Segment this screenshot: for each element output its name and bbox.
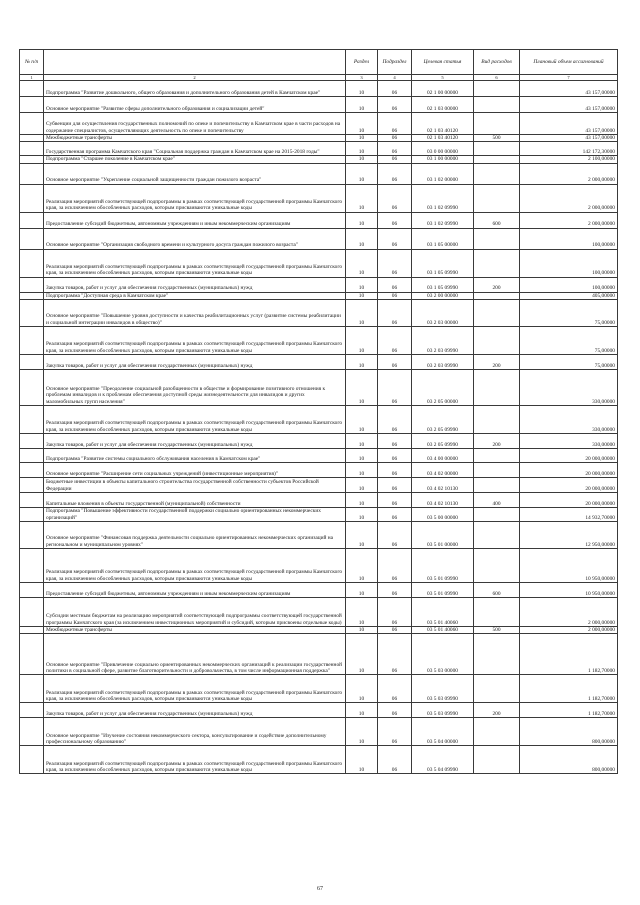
row-vid-cell (474, 326, 520, 354)
header-name (44, 50, 346, 75)
row-podrazdel-cell: 06 (378, 156, 412, 163)
page-number: 67 (317, 886, 323, 892)
row-razdel-cell: 10 (346, 634, 378, 675)
row-razdel-cell: 10 (346, 135, 378, 142)
table-row (20, 163, 618, 184)
row-name-cell: Государственная программа Камчатского края "Социальная поддержка граждан в Камчатском крае на 2015-2018 годы" (44, 142, 346, 156)
row-razdel-cell: 10 (346, 582, 378, 597)
row-number-cell (20, 718, 44, 746)
row-vid-cell: 200 (474, 703, 520, 718)
row-vid-cell (474, 448, 520, 462)
row-amount-cell: 2 000,00000 (520, 184, 618, 212)
header-total: Плановый объем ассигнований (520, 50, 618, 75)
row-vid-cell (474, 718, 520, 746)
row-tselevaya-cell: 03 5 01 09990 (412, 548, 474, 582)
row-name-cell: Основное мероприятие "Привлечение социально ориентированных некоммерческих организаций к реализации государственной политики в социальной сфере, развитие благотворительности и добровольчества, в том числе информационная поддержка" (44, 634, 346, 675)
row-razdel-cell: 10 (346, 163, 378, 184)
row-amount-cell: 330,00000 (520, 369, 618, 405)
table-row (20, 142, 618, 156)
row-tselevaya-cell: 02 1 03 40120 (412, 113, 474, 135)
row-podrazdel-cell: 06 (378, 135, 412, 142)
row-tselevaya-cell: 03 1 02 09990 (412, 184, 474, 212)
table-row (20, 492, 618, 507)
row-number-cell (20, 299, 44, 326)
row-amount-cell: 10 950,00000 (520, 548, 618, 582)
row-name-cell: Реализация мероприятий соответствующей подпрограммы в рамках соответствующей государственной программы Камчатского края, за исключением обособленных расходов, которым присваиваются уникальные коды (44, 326, 346, 354)
table-row (20, 369, 618, 405)
row-name-cell: Подпрограмма "Развитие системы социального обслуживания населения в Камчатском крае" (44, 448, 346, 462)
row-tselevaya-cell: 03 5 04 09990 (412, 746, 474, 774)
row-tselevaya-cell: 03 2 05 09990 (412, 405, 474, 433)
row-number-cell (20, 597, 44, 626)
row-razdel-cell: 10 (346, 597, 378, 626)
row-tselevaya-cell: 03 1 00 00000 (412, 156, 474, 163)
row-number-cell (20, 354, 44, 369)
row-tselevaya-cell: 03 2 03 09990 (412, 354, 474, 369)
row-vid-cell (474, 477, 520, 492)
row-name-cell: Субсидии местным бюджетам на реализацию мероприятий соответствующей подпрограммы соответствующей государственной программы Камчатского края (за исключением инвестиционных мероприятий и субсидий, которым присвоены отдельные коды) (44, 597, 346, 626)
row-vid-cell (474, 634, 520, 675)
row-tselevaya-cell: 02 1 03 00000 (412, 97, 474, 113)
row-amount-cell: 43 157,00000 (520, 135, 618, 142)
row-name-cell: Реализация мероприятий соответствующей подпрограммы в рамках соответствующей государственной программы Камчатского края, за исключением обособленных расходов, которым присваиваются уникальные коды (44, 405, 346, 433)
row-podrazdel-cell: 06 (378, 507, 412, 521)
row-tselevaya-cell: 03 4 00 00000 (412, 448, 474, 462)
row-number-cell (20, 228, 44, 249)
row-podrazdel-cell: 06 (378, 703, 412, 718)
row-number-cell (20, 277, 44, 292)
row-razdel-cell: 10 (346, 521, 378, 548)
row-amount-cell: 100,00000 (520, 277, 618, 292)
row-podrazdel-cell: 06 (378, 477, 412, 492)
row-vid-cell (474, 228, 520, 249)
table-row (20, 703, 618, 718)
row-number-cell (20, 462, 44, 477)
row-name-cell: Основное мероприятие "Организация свободного времени и культурного досуга граждан пожилого возраста" (44, 228, 346, 249)
row-amount-cell: 2 100,00000 (520, 156, 618, 163)
row-amount-cell: 2 000,00000 (520, 597, 618, 626)
row-name-cell: Реализация мероприятий соответствующей подпрограммы в рамках соответствующей государственной программы Камчатского края, за исключением обособленных расходов, которым присваиваются уникальные коды (44, 249, 346, 277)
header-razdel: Раздел (346, 50, 378, 75)
row-number-cell (20, 492, 44, 507)
row-tselevaya-cell: 03 1 02 09990 (412, 212, 474, 228)
table-row (20, 746, 618, 774)
row-vid-cell (474, 292, 520, 299)
row-amount-cell: 1 182,70000 (520, 675, 618, 703)
table-row (20, 521, 618, 548)
row-razdel-cell: 10 (346, 477, 378, 492)
row-podrazdel-cell: 06 (378, 326, 412, 354)
row-tselevaya-cell: 03 2 03 00000 (412, 299, 474, 326)
row-vid-cell (474, 462, 520, 477)
row-name-cell: Закупка товаров, работ и услуг для обеспечения государственных (муниципальных) нужд (44, 703, 346, 718)
row-vid-cell (474, 97, 520, 113)
row-amount-cell: 142 172,30000 (520, 142, 618, 156)
row-name-cell: Подпрограмма "Доступная среда в Камчатском крае" (44, 292, 346, 299)
table-row (20, 212, 618, 228)
row-amount-cell: 75,00000 (520, 326, 618, 354)
row-podrazdel-cell: 06 (378, 142, 412, 156)
row-name-cell: Основное мероприятие "Расширение сети социальных учреждений (инвестиционные мероприятия)" (44, 462, 346, 477)
budget-table (19, 49, 618, 774)
row-podrazdel-cell: 06 (378, 405, 412, 433)
row-podrazdel-cell: 06 (378, 163, 412, 184)
row-tselevaya-cell: 03 5 01 40060 (412, 626, 474, 633)
row-vid-cell (474, 675, 520, 703)
row-number-cell (20, 448, 44, 462)
row-number-cell (20, 135, 44, 142)
row-vid-cell: 200 (474, 354, 520, 369)
row-vid-cell (474, 597, 520, 626)
row-tselevaya-cell: 03 5 03 09990 (412, 703, 474, 718)
table-row (20, 156, 618, 163)
row-tselevaya-cell: 03 5 03 09990 (412, 675, 474, 703)
row-razdel-cell: 10 (346, 354, 378, 369)
row-tselevaya-cell: 03 2 05 09990 (412, 433, 474, 448)
header-no: № п/п (20, 50, 44, 75)
row-number-cell (20, 292, 44, 299)
row-name-cell: Капитальные вложения в объекты государственной (муниципальной) собственности (44, 492, 346, 507)
row-podrazdel-cell: 06 (378, 634, 412, 675)
row-name-cell: Закупка товаров, работ и услуг для обеспечения государственных (муниципальных) нужд (44, 433, 346, 448)
row-name-cell: Подпрограмма "Развитие дошкольного, общего образования и дополнительного образования детей в Камчатском крае" (44, 81, 346, 97)
row-razdel-cell: 10 (346, 626, 378, 633)
row-amount-cell: 75,00000 (520, 354, 618, 369)
table-row (20, 507, 618, 521)
row-razdel-cell: 10 (346, 492, 378, 507)
row-name-cell: Основное мероприятие "Изучение состояния некоммерческого сектора, консультирование и содействие дополнительному профессиональному образованию" (44, 718, 346, 746)
table-row (20, 113, 618, 135)
row-podrazdel-cell: 06 (378, 299, 412, 326)
row-vid-cell: 500 (474, 135, 520, 142)
row-name-cell: Основное мероприятие "Преодоление социальной разобщенности в обществе и формирование позитивного отношения к проблемам инвалидов и к проблемам обеспечения доступной среды жизнедеятельности для инвалидов и других маломобильных групп населения" (44, 369, 346, 405)
row-number-cell (20, 634, 44, 675)
row-tselevaya-cell: 03 1 05 00000 (412, 228, 474, 249)
row-tselevaya-cell: 02 1 00 00000 (412, 81, 474, 97)
header-vid: Вид расходов (474, 50, 520, 75)
column-number: 5 (412, 75, 474, 81)
row-number-cell (20, 746, 44, 774)
row-amount-cell: 330,00000 (520, 405, 618, 433)
row-number-cell (20, 212, 44, 228)
row-number-cell (20, 675, 44, 703)
row-number-cell (20, 97, 44, 113)
row-razdel-cell: 10 (346, 113, 378, 135)
row-podrazdel-cell: 06 (378, 228, 412, 249)
row-podrazdel-cell: 06 (378, 548, 412, 582)
row-name-cell: Межбюджетные трансферты (44, 626, 346, 633)
row-amount-cell: 10 950,00000 (520, 582, 618, 597)
row-name-cell: Межбюджетные трансферты (44, 135, 346, 142)
row-podrazdel-cell: 06 (378, 626, 412, 633)
row-tselevaya-cell: 03 5 01 00000 (412, 521, 474, 548)
row-podrazdel-cell: 06 (378, 184, 412, 212)
table-row (20, 277, 618, 292)
row-amount-cell: 1 182,70000 (520, 703, 618, 718)
row-number-cell (20, 163, 44, 184)
row-podrazdel-cell: 06 (378, 212, 412, 228)
row-name-cell: Реализация мероприятий соответствующей подпрограммы в рамках соответствующей государственной программы Камчатского края, за исключением обособленных расходов, которым присваиваются уникальные коды (44, 746, 346, 774)
row-razdel-cell: 10 (346, 299, 378, 326)
row-amount-cell: 43 157,00000 (520, 113, 618, 135)
row-number-cell (20, 326, 44, 354)
header-podrazdel: Подраздел (378, 50, 412, 75)
row-podrazdel-cell: 06 (378, 277, 412, 292)
row-podrazdel-cell: 06 (378, 462, 412, 477)
row-razdel-cell: 10 (346, 212, 378, 228)
row-amount-cell: 14 932,70000 (520, 507, 618, 521)
row-podrazdel-cell: 06 (378, 718, 412, 746)
table-row (20, 97, 618, 113)
row-vid-cell (474, 521, 520, 548)
row-vid-cell (474, 369, 520, 405)
table-row (20, 292, 618, 299)
row-vid-cell: 600 (474, 582, 520, 597)
row-razdel-cell: 10 (346, 292, 378, 299)
row-name-cell: Бюджетные инвестиции в объекты капитального строительства государственной собственности субъектов Российской Федерации (44, 477, 346, 492)
row-razdel-cell: 10 (346, 746, 378, 774)
row-razdel-cell: 10 (346, 718, 378, 746)
row-vid-cell (474, 299, 520, 326)
table-row (20, 299, 618, 326)
row-podrazdel-cell: 06 (378, 249, 412, 277)
table-row (20, 405, 618, 433)
row-tselevaya-cell: 03 4 02 00000 (412, 462, 474, 477)
row-number-cell (20, 507, 44, 521)
row-number-cell (20, 548, 44, 582)
row-tselevaya-cell: 03 1 05 09990 (412, 249, 474, 277)
row-name-cell: Реализация мероприятий соответствующей подпрограммы в рамках соответствующей государственной программы Камчатского края, за исключением обособленных расходов, которым присваиваются уникальные коды (44, 548, 346, 582)
table-row (20, 462, 618, 477)
row-vid-cell (474, 746, 520, 774)
row-number-cell (20, 521, 44, 548)
row-podrazdel-cell: 06 (378, 113, 412, 135)
row-amount-cell: 43 157,00000 (520, 81, 618, 97)
column-number: 2 (44, 75, 346, 81)
row-vid-cell (474, 507, 520, 521)
row-razdel-cell: 10 (346, 448, 378, 462)
row-podrazdel-cell: 06 (378, 746, 412, 774)
row-name-cell: Субвенции для осуществления государственных полномочий по опеке и попечительству в Камчатском крае в части расходов на содержание специалистов, осуществляющих деятельность по опеке и попечительству (44, 113, 346, 135)
row-amount-cell: 20 000,00000 (520, 477, 618, 492)
row-number-cell (20, 433, 44, 448)
column-number: 3 (346, 75, 378, 81)
table-body (20, 81, 618, 774)
table-row (20, 634, 618, 675)
row-tselevaya-cell: 03 5 04 00000 (412, 718, 474, 746)
row-podrazdel-cell: 06 (378, 292, 412, 299)
row-number-cell (20, 142, 44, 156)
row-vid-cell (474, 113, 520, 135)
row-name-cell: Основное мероприятие "Финансовая поддержка деятельности социально ориентированных некоммерческих организаций на региональном и муниципальном уровнях" (44, 521, 346, 548)
row-vid-cell (474, 184, 520, 212)
row-name-cell: Закупка товаров, работ и услуг для обеспечения государственных (муниципальных) нужд (44, 277, 346, 292)
table-row (20, 675, 618, 703)
row-razdel-cell: 10 (346, 548, 378, 582)
row-vid-cell (474, 156, 520, 163)
row-amount-cell: 330,00000 (520, 433, 618, 448)
row-amount-cell: 43 157,00000 (520, 97, 618, 113)
row-razdel-cell: 10 (346, 369, 378, 405)
row-razdel-cell: 10 (346, 277, 378, 292)
row-vid-cell: 600 (474, 212, 520, 228)
row-razdel-cell: 10 (346, 97, 378, 113)
row-podrazdel-cell: 06 (378, 433, 412, 448)
table-row (20, 326, 618, 354)
row-tselevaya-cell: 02 1 03 40120 (412, 135, 474, 142)
row-tselevaya-cell: 03 5 03 00000 (412, 634, 474, 675)
table-header-row (20, 50, 618, 75)
row-name-cell: Реализация мероприятий соответствующей подпрограммы в рамках соответствующей государственной программы Камчатского края, за исключением обособленных расходов, которым присваиваются уникальные коды (44, 675, 346, 703)
row-razdel-cell: 10 (346, 405, 378, 433)
row-amount-cell: 2 000,00000 (520, 163, 618, 184)
table-row (20, 626, 618, 633)
row-razdel-cell: 10 (346, 507, 378, 521)
row-vid-cell: 200 (474, 433, 520, 448)
row-podrazdel-cell: 06 (378, 597, 412, 626)
row-tselevaya-cell: 03 5 00 00000 (412, 507, 474, 521)
row-amount-cell: 2 000,00000 (520, 626, 618, 633)
row-podrazdel-cell: 06 (378, 521, 412, 548)
row-razdel-cell: 10 (346, 184, 378, 212)
row-vid-cell: 500 (474, 626, 520, 633)
row-vid-cell (474, 163, 520, 184)
row-number-cell (20, 582, 44, 597)
table-row (20, 448, 618, 462)
row-tselevaya-cell: 03 0 00 00000 (412, 142, 474, 156)
row-podrazdel-cell: 06 (378, 492, 412, 507)
row-number-cell (20, 369, 44, 405)
table-row (20, 81, 618, 97)
table-row (20, 184, 618, 212)
row-amount-cell: 20 000,00000 (520, 448, 618, 462)
row-amount-cell: 405,00000 (520, 292, 618, 299)
row-podrazdel-cell: 06 (378, 369, 412, 405)
row-vid-cell: 400 (474, 492, 520, 507)
column-number: 7 (520, 75, 618, 81)
table-row (20, 582, 618, 597)
row-razdel-cell: 10 (346, 433, 378, 448)
row-podrazdel-cell: 06 (378, 81, 412, 97)
row-tselevaya-cell: 03 4 02 10130 (412, 477, 474, 492)
row-razdel-cell: 10 (346, 142, 378, 156)
row-amount-cell: 100,00000 (520, 249, 618, 277)
row-vid-cell (474, 249, 520, 277)
row-name-cell: Закупка товаров, работ и услуг для обеспечения государственных (муниципальных) нужд (44, 354, 346, 369)
row-amount-cell: 2 000,00000 (520, 212, 618, 228)
table-row (20, 228, 618, 249)
row-number-cell (20, 477, 44, 492)
row-razdel-cell: 10 (346, 249, 378, 277)
row-number-cell (20, 156, 44, 163)
row-tselevaya-cell: 03 5 01 40060 (412, 597, 474, 626)
row-number-cell (20, 249, 44, 277)
table-row (20, 249, 618, 277)
header-tselevaya: Целевая статья (412, 50, 474, 75)
row-amount-cell: 75,00000 (520, 299, 618, 326)
table-row (20, 135, 618, 142)
row-tselevaya-cell: 03 4 02 10130 (412, 492, 474, 507)
row-amount-cell: 100,00000 (520, 228, 618, 249)
row-number-cell (20, 626, 44, 633)
row-vid-cell (474, 142, 520, 156)
row-razdel-cell: 10 (346, 81, 378, 97)
row-tselevaya-cell: 03 1 05 09990 (412, 277, 474, 292)
row-amount-cell: 20 000,00000 (520, 462, 618, 477)
row-podrazdel-cell: 06 (378, 354, 412, 369)
table-row (20, 477, 618, 492)
table-row (20, 597, 618, 626)
row-tselevaya-cell: 03 2 00 00000 (412, 292, 474, 299)
row-amount-cell: 20 000,00000 (520, 492, 618, 507)
row-podrazdel-cell: 06 (378, 675, 412, 703)
table-row (20, 718, 618, 746)
column-number: 4 (378, 75, 412, 81)
row-tselevaya-cell: 03 2 05 00000 (412, 369, 474, 405)
row-name-cell: Реализация мероприятий соответствующей подпрограммы в рамках соответствующей государственной программы Камчатского края, за исключением обособленных расходов, которым присваиваются уникальные коды (44, 184, 346, 212)
row-podrazdel-cell: 06 (378, 448, 412, 462)
row-tselevaya-cell: 03 5 01 09990 (412, 582, 474, 597)
row-razdel-cell: 10 (346, 228, 378, 249)
row-razdel-cell: 10 (346, 675, 378, 703)
row-vid-cell: 200 (474, 277, 520, 292)
row-amount-cell: 800,00000 (520, 746, 618, 774)
row-razdel-cell: 10 (346, 462, 378, 477)
row-razdel-cell: 10 (346, 156, 378, 163)
row-podrazdel-cell: 06 (378, 97, 412, 113)
row-name-cell: Подпрограмма "Повышение эффективности государственной поддержки социально ориентированных некоммерческих организаций" (44, 507, 346, 521)
row-name-cell: Основное мероприятие "Развитие сферы дополнительного образования и социализации детей" (44, 97, 346, 113)
row-name-cell: Основное мероприятие "Повышение уровня доступности и качества реабилитационных услуг (развитие системы реабилитации и социальной интеграции инвалидов в общество)" (44, 299, 346, 326)
row-name-cell: Подпрограмма "Старшее поколение в Камчатском крае" (44, 156, 346, 163)
row-tselevaya-cell: 03 1 02 00000 (412, 163, 474, 184)
row-number-cell (20, 81, 44, 97)
row-amount-cell: 800,00000 (520, 718, 618, 746)
table-row (20, 354, 618, 369)
row-number-cell (20, 184, 44, 212)
row-amount-cell: 1 182,70000 (520, 634, 618, 675)
row-number-cell (20, 113, 44, 135)
row-number-cell (20, 703, 44, 718)
column-number: 1 (20, 75, 44, 81)
row-name-cell: Основное мероприятие "Укрепление социальной защищенности граждан пожилого возраста" (44, 163, 346, 184)
row-tselevaya-cell: 03 2 03 09990 (412, 326, 474, 354)
row-number-cell (20, 405, 44, 433)
row-razdel-cell: 10 (346, 326, 378, 354)
table-row (20, 433, 618, 448)
row-vid-cell (474, 81, 520, 97)
row-vid-cell (474, 405, 520, 433)
row-name-cell: Предоставление субсидий бюджетным, автономным учреждениям и иным некоммерческим организациям (44, 212, 346, 228)
table-row (20, 548, 618, 582)
row-razdel-cell: 10 (346, 703, 378, 718)
row-vid-cell (474, 548, 520, 582)
row-podrazdel-cell: 06 (378, 582, 412, 597)
row-amount-cell: 12 950,00000 (520, 521, 618, 548)
column-number: 6 (474, 75, 520, 81)
row-name-cell: Предоставление субсидий бюджетным, автономным учреждениям и иным некоммерческим организациям (44, 582, 346, 597)
